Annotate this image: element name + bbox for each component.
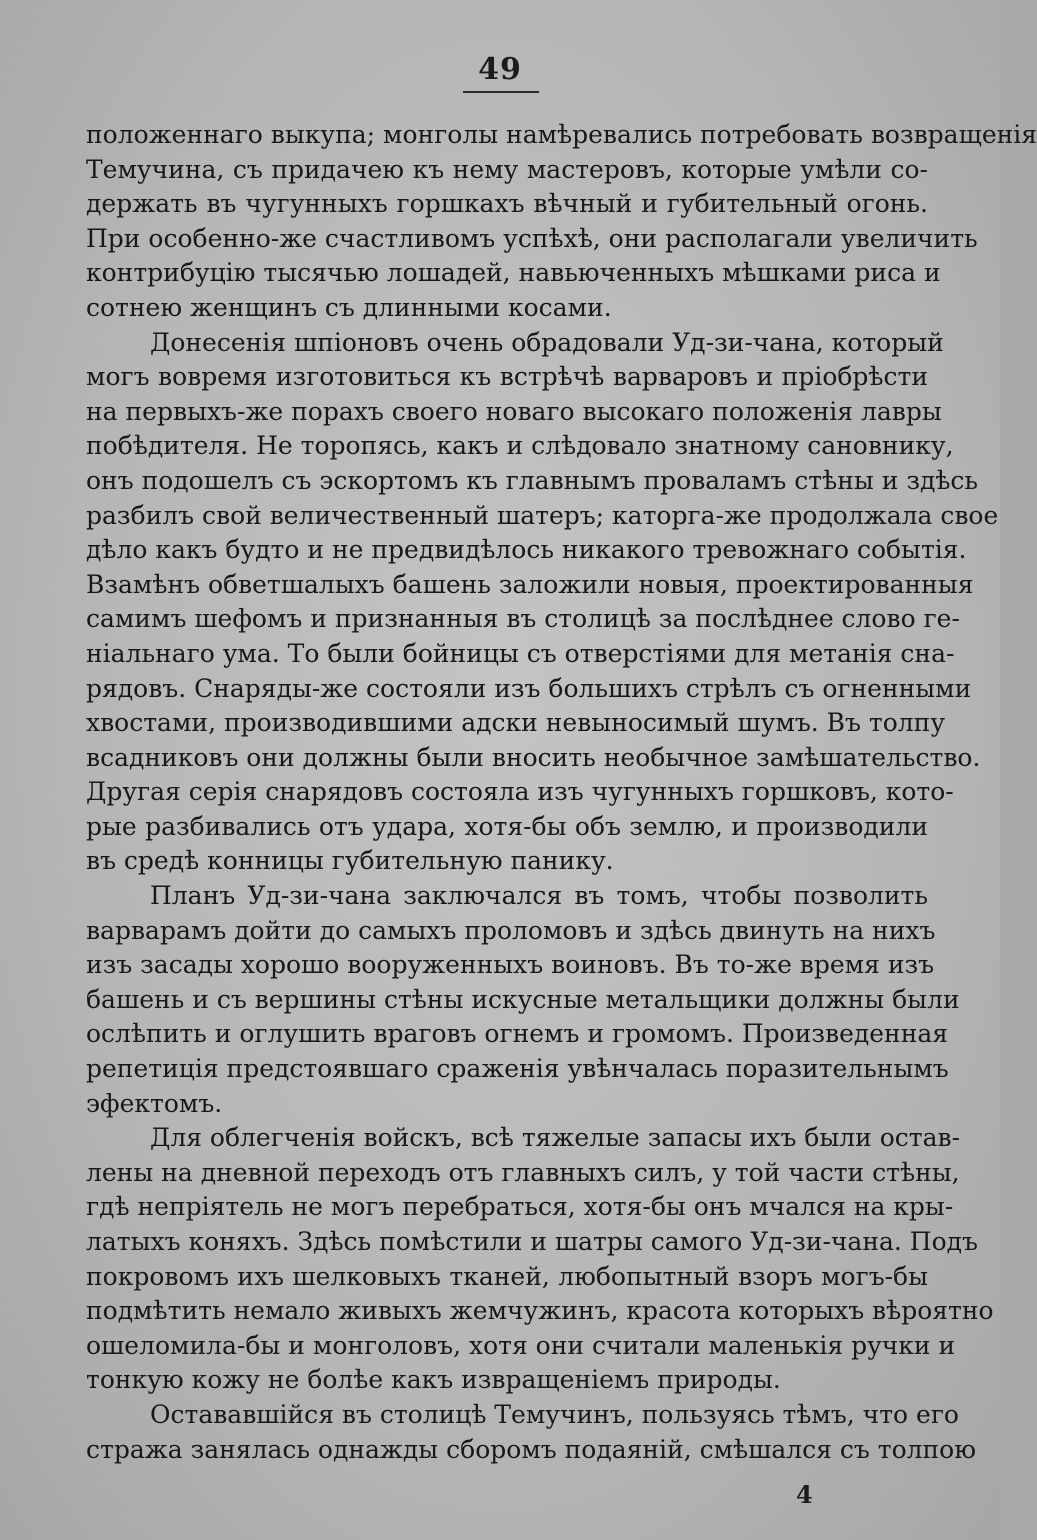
body-text [86, 118, 1037, 1467]
text-line: Остававшійся въ столицѣ Темучинъ, пользуясь тѣмъ, что его [150, 1399, 959, 1429]
text-line: тонкую кожу не болѣе какъ извращеніемъ природы. [86, 1365, 781, 1395]
text-line: Планъ Уд-зи-чана заключался въ томъ, чтобы позволить [150, 881, 928, 911]
text-line: Темучина, съ придачею къ нему мастеровъ, которые умѣли со- [86, 154, 928, 184]
paragraph [86, 879, 960, 1121]
text-line: изъ засады хорошо вооруженныхъ воиновъ. Въ то-же время изъ [86, 950, 935, 980]
text-line: контрибуцію тысячью лошадей, навьюченныхъ мѣшками риса и [86, 258, 941, 288]
text-line: рые разбивались отъ удара, хотя-бы объ землю, и производили [86, 811, 928, 841]
text-line: держать въ чугунныхъ горшкахъ вѣчный и губительный огонь. [86, 189, 928, 219]
text-line: репетиція предстоявшаго сраженія увѣнчалась поразительнымъ [86, 1054, 949, 1084]
text-line: въ средѣ конницы губительную панику. [86, 846, 614, 876]
paragraph [86, 1121, 994, 1398]
page-number-rule [463, 91, 539, 93]
text-line: варварамъ дойти до самыхъ проломовъ и здѣсь двинуть на нихъ [86, 915, 936, 945]
text-line: стража занялась однажды сборомъ подаяній, смѣшался съ толпою [86, 1434, 976, 1464]
text-line: ослѣпить и оглушить враговъ огнемъ и громомъ. Произведенная [86, 1019, 949, 1049]
text-line: дѣло какъ будто и не предвидѣлось никакого тревожнаго событія. [86, 535, 967, 565]
text-line: Взамѣнъ обветшалыхъ башень заложили новыя, проектированныя [86, 569, 974, 599]
text-line: самимъ шефомъ и признанныя въ столицѣ за послѣднее слово ге- [86, 604, 960, 634]
text-line: могъ вовремя изготовиться къ встрѣчѣ варваровъ и пріобрѣсти [86, 362, 928, 392]
text-line: подмѣтить немало живыхъ жемчужинъ, красота которыхъ вѣроятно [86, 1296, 994, 1326]
text-line: рядовъ. Снаряды-же состояли изъ большихъ стрѣлъ съ огненными [86, 673, 972, 703]
signature-mark: 4 [796, 1480, 813, 1509]
paragraph [86, 326, 999, 880]
text-line: онъ подошелъ съ эскортомъ къ главнымъ проваламъ стѣны и здѣсь [86, 465, 979, 495]
paragraph [86, 1398, 976, 1467]
text-line: эфектомъ. [86, 1088, 223, 1118]
text-line: всадниковъ они должны были вносить необычное замѣшательство. [86, 742, 981, 772]
text-line: башень и съ вершины стѣны искусные метальщики должны были [86, 984, 960, 1014]
text-line: гдѣ непріятель не могъ перебраться, хотя-бы онъ мчался на кры- [86, 1192, 954, 1222]
text-line: ніальнаго ума. То были бойницы съ отверстіями для метанія сна- [86, 638, 955, 668]
text-line: побѣдителя. Не торопясь, какъ и слѣдовало знатному сановнику, [86, 431, 954, 461]
text-line: разбилъ свой величественный шатеръ; каторга-же продолжала свое [86, 500, 999, 530]
text-line: Для облегченія войскъ, всѣ тяжелые запасы ихъ были остав- [150, 1123, 961, 1153]
text-line: покровомъ ихъ шелковыхъ тканей, любопытный взоръ могъ-бы [86, 1261, 928, 1291]
text-line: При особенно-же счастливомъ успѣхѣ, они располагали увеличить [86, 223, 978, 253]
text-line: Донесенія шпіоновъ очень обрадовали Уд-зи-чана, который [150, 327, 944, 357]
text-line: ошеломила-бы и монголовъ, хотя они считали маленькія ручки и [86, 1330, 956, 1360]
text-line: латыхъ коняхъ. Здѣсь помѣстили и шатры самого Уд-зи-чана. Подъ [86, 1227, 978, 1256]
paragraph [86, 118, 1037, 326]
page-number: 49 [478, 52, 522, 87]
text-line: Другая серія снарядовъ состояла изъ чугунныхъ горшковъ, кото- [86, 777, 954, 807]
text-line: лены на дневной переходъ отъ главныхъ силъ, у той части стѣны, [86, 1157, 960, 1187]
text-line: хвостами, производившими адски невыносимый шумъ. Въ толпу [86, 708, 946, 738]
text-line: на первыхъ-же порахъ своего новаго высокаго положенія лавры [86, 396, 942, 426]
text-line: положеннаго выкупа; монголы намѣревались потребовать возвращенія [86, 120, 1037, 149]
text-line: сотнею женщинъ съ длинными косами. [86, 292, 612, 322]
